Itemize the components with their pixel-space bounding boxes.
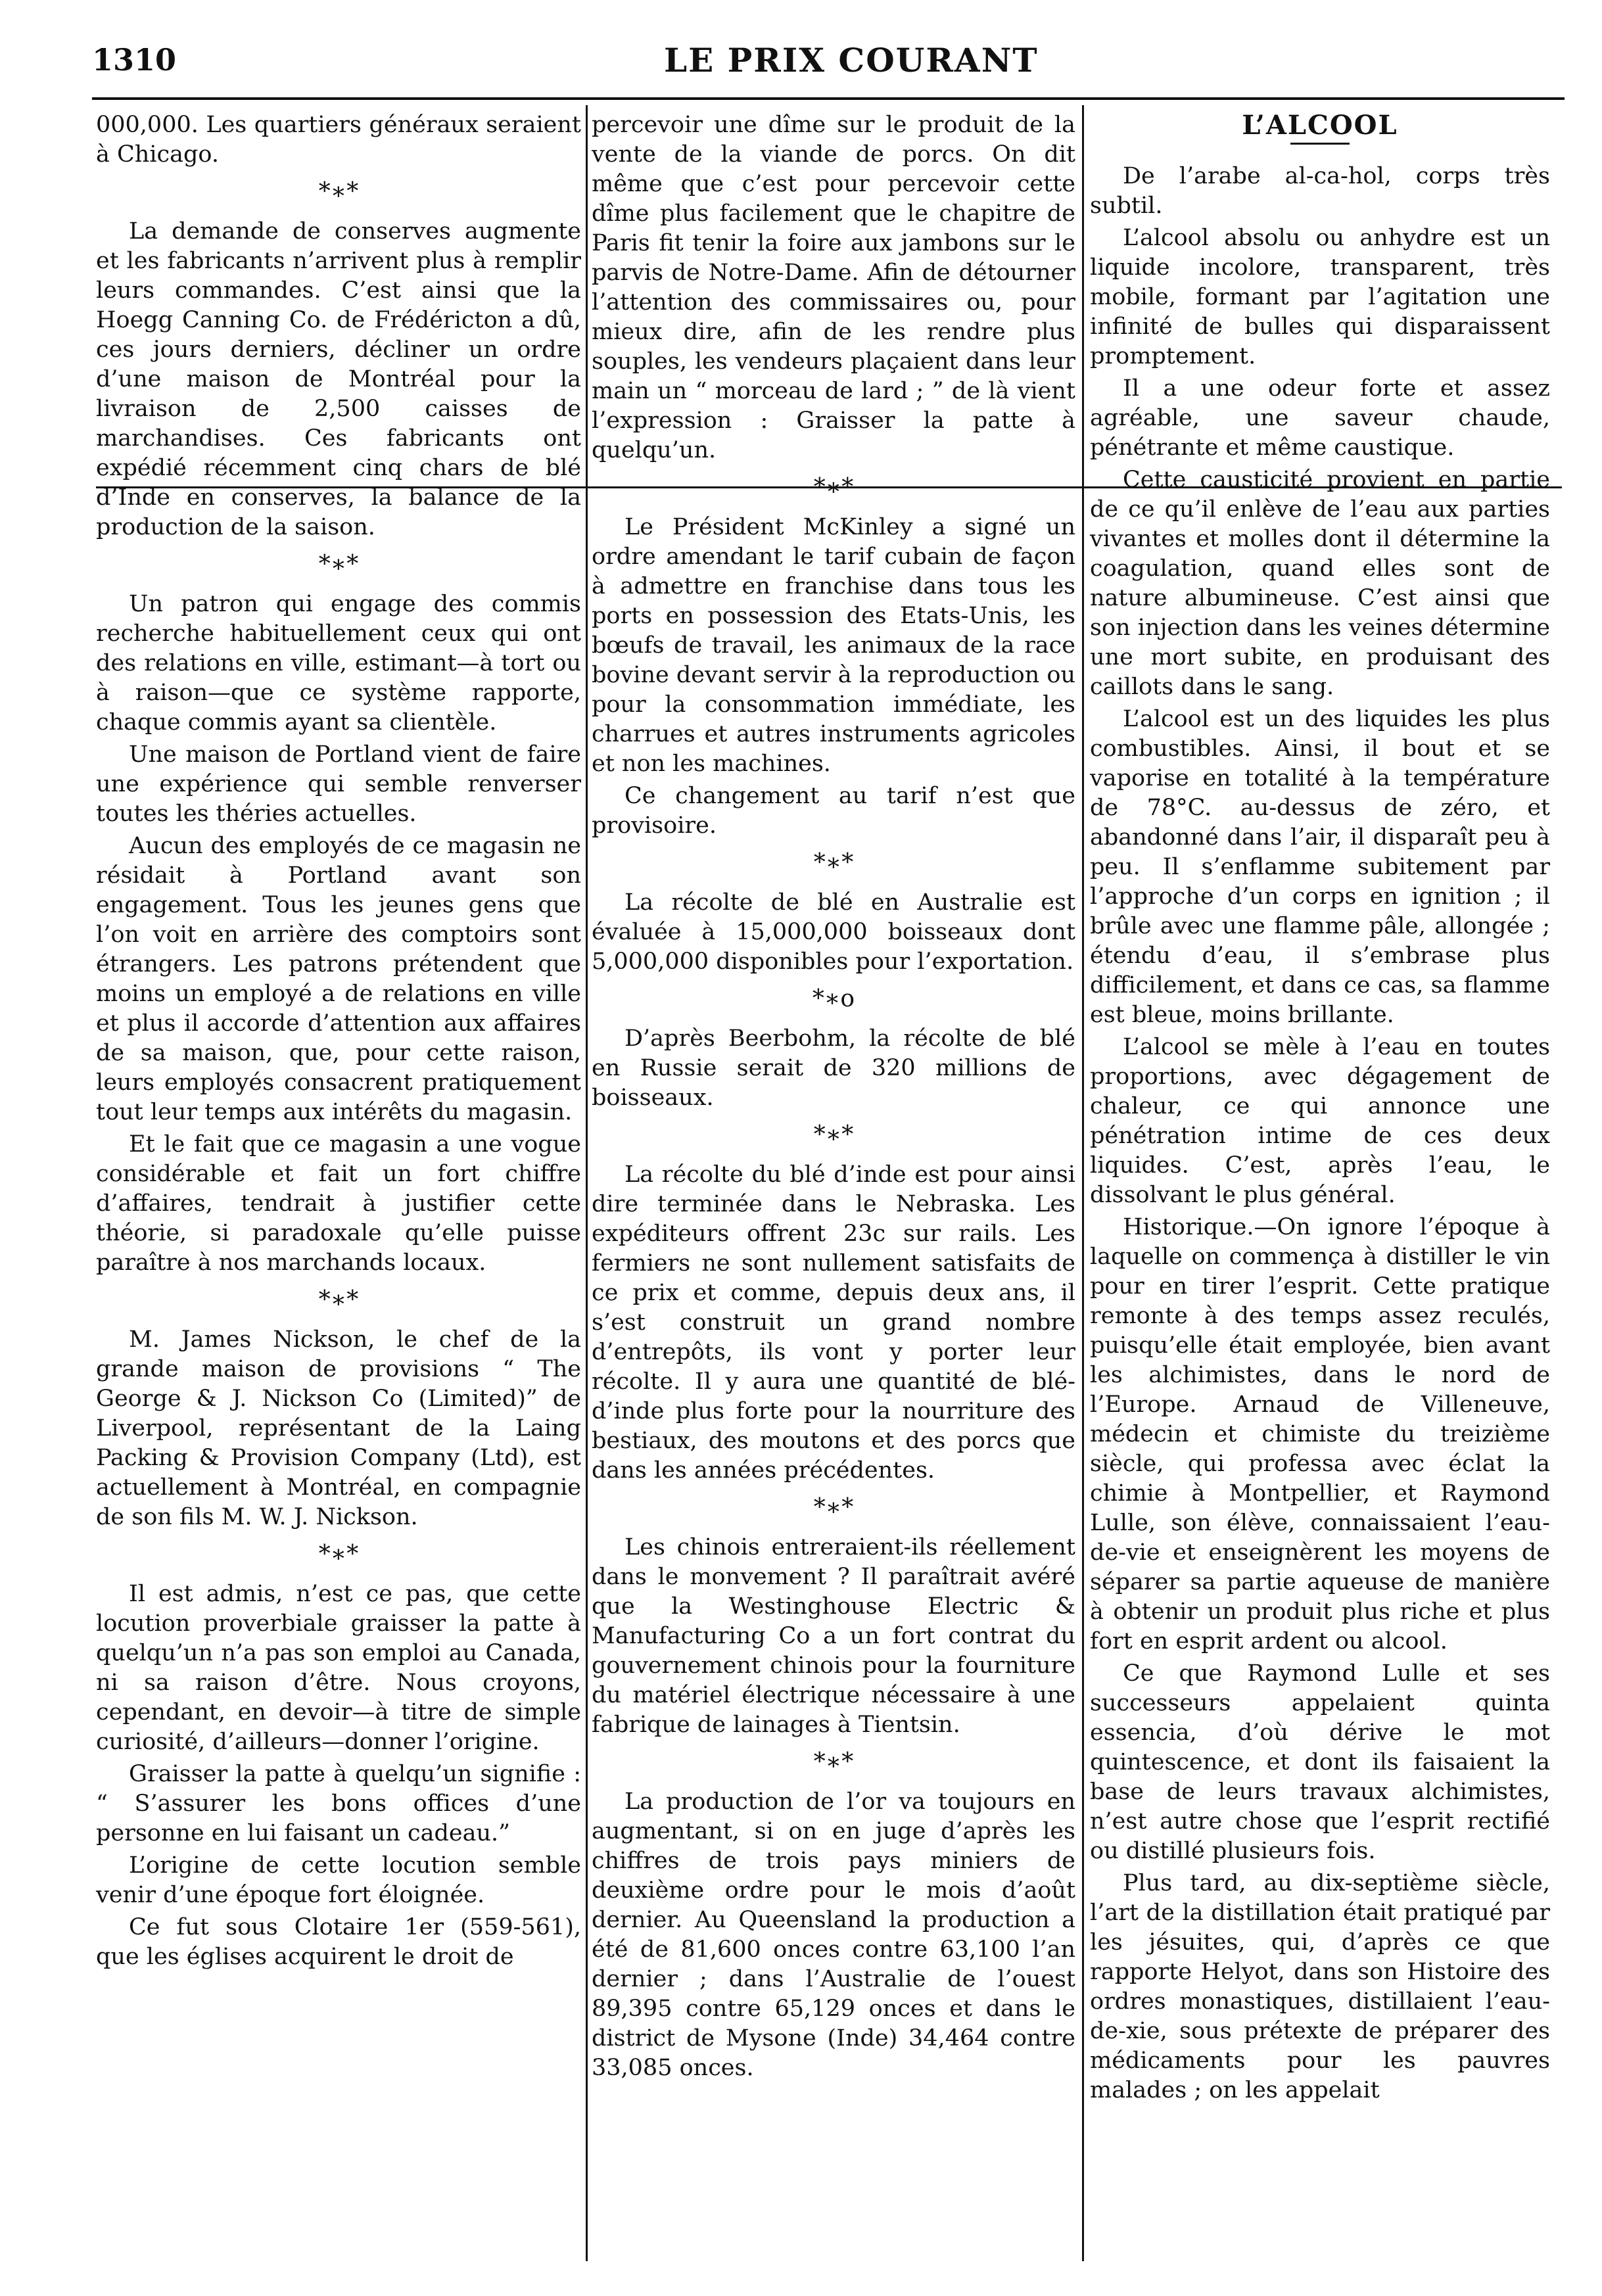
paragraph: De l’arabe al-ca-hol, corps très subtil. <box>1090 163 1550 219</box>
paragraph: Une maison de Portland vient de faire une expérience qui semble renverser toutes les théries actuelles. <box>96 741 581 827</box>
section-separator: *∗* <box>318 1541 359 1568</box>
paragraph: Cette causticité provient en partie de ce qu’il enlève de l’eau aux parties vivantes et molles dont il détermine la coagulation, quand elles sont de nature albumineuse. C’est ainsi que son injection dans les veines détermine une mort subite, en produisant des caillots dans le sang. <box>1090 467 1550 700</box>
section-separator: *∗o <box>812 985 855 1012</box>
paragraph: L’origine de cette locution semble venir d’une époque fort éloignée. <box>96 1852 581 1908</box>
section-separator: *∗* <box>813 1748 854 1775</box>
column-divider-1 <box>586 105 588 2261</box>
paragraph: Historique.—On ignore l’époque à laquelle on commença à distiller le vin pour en tirer l’esprit. Cette pratique remonte à des temps assez reculés, puisqu’elle était employée, bien avant les alchimistes, dans le nord de l’Europe. Arnaud de Villeneuve, médecin et chimiste du treizième siècle, qui professa avec éclat la chimie à Montpellier, et Raymond Lulle, son élève, connaissaient l’eau-de-vie et enseignèrent les moyens de séparer sa partie aqueuse de manière à obtenir un produit plus riche et plus fort en esprit ardent ou alcool. <box>1090 1214 1550 1654</box>
column-divider-2 <box>1082 105 1084 2261</box>
paragraph: 000,000. Les quartiers généraux seraient à Chicago. <box>96 112 581 168</box>
paragraph: L’alcool absolu ou anhydre est un liquide incolore, transparent, très mobile, formant par l’agitation une infinité de bulles qui disparaissent promptement. <box>1090 225 1550 369</box>
paragraph: M. James Nickson, le chef de la grande maison de provisions “ The George & J. Nickson Co (Limited)” de Liverpool, représentant de la Laing Packing & Provision Company (Ltd), est actuellement à Montréal, en compagnie de son fils M. W. J. Nickson. <box>96 1326 581 1530</box>
section-separator: *∗* <box>318 178 359 205</box>
paragraph: La demande de conserves augmente et les fabricants n’arrivent plus à remplir leurs commandes. C’est ainsi que la Hoegg Canning Co. de Frédéricton a dû, ces jours derniers, décliner un ordre d’une maison de Montréal pour la livraison de 2,500 caisses de marchandises. Ces fabricants ont expédié récemment cinq chars de blé d’Inde en conserves, la balance de la production de la saison. <box>96 218 581 540</box>
column-left <box>96 110 581 1975</box>
paragraph: Ce fut sous Clotaire 1er (559-561), que les églises acquirent le droit de <box>96 1914 581 1970</box>
paragraph: Aucun des employés de ce magasin ne résidait à Portland avant son engagement. Tous les jeunes gens que l’on voit en arrière des comptoirs sont étrangers. Les patrons prétendent que moins un employé a de relations en ville et plus il accorde d’attention aux affaires de sa maison, que, pour cette raison, leurs employés consacrent pratiquement tout leur temps aux intérêts du magasin. <box>96 833 581 1125</box>
paragraph: L’alcool se mèle à l’eau en toutes proportions, avec dégagement de chaleur, ce qui annonce une pénétration intime de ces deux liquides. C’est, après l’eau, le dissolvant le plus général. <box>1090 1034 1550 1208</box>
paragraph: Ce que Raymond Lulle et ses successeurs appelaient quinta essencia, d’où dérive le mot quintescence, et dont ils faisaient la base de leurs travaux alchimistes, n’est autre chose que l’esprit rectifié ou distillé plusieurs fois. <box>1090 1660 1550 1864</box>
paragraph: La récolte du blé d’inde est pour ainsi dire terminée dans le Nebraska. Les expéditeurs offrent 23c sur rails. Les fermiers ne sont nullement satisfaits de ce prix et comme, depuis deux ans, il s’est construit un grand nombre d’entrepôts, ils vont y porter leur récolte. Il y aura une quantité de blé-d’inde plus forte pour la nourriture des bestiaux, des moutons et des porcs que dans les années précédentes. <box>592 1161 1075 1484</box>
paragraph: Graisser la patte à quelqu’un signifie : “ S’assurer les bons offices d’une personne en lui faisant un cadeau.” <box>96 1761 581 1846</box>
paragraph: Ce changement au tarif n’est que provisoire. <box>592 783 1075 839</box>
section-separator: *∗* <box>318 551 359 578</box>
paragraph: Le Président McKinley a signé un ordre amendant le tarif cubain de façon à admettre en franchise dans tous les ports en possession des Etats-Unis, les bœufs de travail, les animaux de la race bovine devant servir à la reproduction ou pour la consommation immédiate, les charrues et autres instruments agricoles et non les machines. <box>592 514 1075 777</box>
paragraph: La production de l’or va toujours en augmentant, si on en juge d’après les chiffres de trois pays miniers de deuxième ordre pour le mois d’août dernier. Au Queensland la production a été de 81,600 onces contre 63,100 l’an dernier ; dans l’Australie de l’ouest 89,395 contre 65,129 onces et dans le district de Mysone (Inde) 34,464 contre 33,085 onces. <box>592 1789 1075 2081</box>
section-separator: *∗* <box>813 474 854 501</box>
section-separator: *∗* <box>813 1494 854 1521</box>
section-separator: *∗* <box>813 1121 854 1148</box>
paragraph: Plus tard, au dix-septième siècle, l’art de la distillation était pratiqué par les jésuites, qui, d’après ce que rapporte Helyot, dans son Histoire des ordres monastiques, distillaient l’eau-de-xie, sous prétexte de préparer des médicaments pour les pauvres malades ; on les appelait <box>1090 1870 1550 2103</box>
paragraph: Les chinois entreraient-ils réellement dans le monvement ? Il paraîtrait avéré que la Westinghouse Electric & Manufacturing Co a un fort contrat du gouvernement chinois pour la fourniture du matériel électrique nécessaire à une fabrique de lainages à Tientsin. <box>592 1534 1075 1738</box>
column-right <box>1090 110 1550 2108</box>
paragraph: percevoir une dîme sur le produit de la vente de la viande de porcs. On dit même que c’est pour percevoir cette dîme plus facilement que le chapitre de Paris fit tenir la foire aux jambons sur le parvis de Notre-Dame. Afin de détourner l’attention des commissaires ou, pour mieux dire, afin de les rendre plus souples, les vendeurs plaçaient dans leur main un “ morceau de lard ; ” de là vient l’expression : Graisser la patte à quelqu’un. <box>592 112 1075 463</box>
paragraph: D’après Beerbohm, la récolte de blé en Russie serait de 320 millions de boisseaux. <box>592 1025 1075 1111</box>
paragraph: Il a une odeur forte et assez agréable, une saveur chaude, pénétrante et même caustique. <box>1090 375 1550 461</box>
paragraph: Et le fait que ce magasin a une vogue considérable et fait un fort chiffre d’affaires, tendrait à justifier cette théorie, si paradoxale qu’elle puisse paraître à nos marchands locaux. <box>96 1131 581 1276</box>
section-separator: *∗* <box>318 1286 359 1313</box>
header-rule <box>92 97 1565 100</box>
page-number: 1310 <box>92 42 177 78</box>
title-underline <box>1290 143 1350 145</box>
journal-title: LE PRIX COURANT <box>664 41 1039 80</box>
column-middle <box>592 110 1075 2086</box>
paragraph: Il est admis, n’est ce pas, que cette locution proverbiale graisser la patte à quelqu’un n’a pas son emploi au Canada, ni sa raison d’être. Nous croyons, cependant, en devoir—à titre de simple curiosité, d’ailleurs—donner l’origine. <box>96 1581 581 1755</box>
paragraph: La récolte de blé en Australie est évaluée à 15,000,000 boisseaux dont 5,000,000 disponibles pour l’exportation. <box>592 889 1075 975</box>
section-separator: *∗* <box>813 849 854 876</box>
page-header <box>0 33 1602 85</box>
paragraph: Un patron qui engage des commis recherche habituellement ceux qui ont des relations en ville, estimant—à tort ou à raison—que ce système rapporte, chaque commis ayant sa clientèle. <box>96 591 581 736</box>
paragraph: L’alcool est un des liquides les plus combustibles. Ainsi, il bout et se vaporise en totalité à la température de 78°C. au-dessus de zéro, et abandonné dans l’air, il disparaît peu à peu. Il s’enflamme subitement par l’approche d’un corps en ignition ; il brûle avec une flamme pâle, allongée ; étendu d’eau, il s’embrase plus difficilement, et dans ce cas, sa flamme est bleue, moins brillante. <box>1090 706 1550 1028</box>
article-title-alcool: L’ALCOOL <box>1242 110 1398 141</box>
